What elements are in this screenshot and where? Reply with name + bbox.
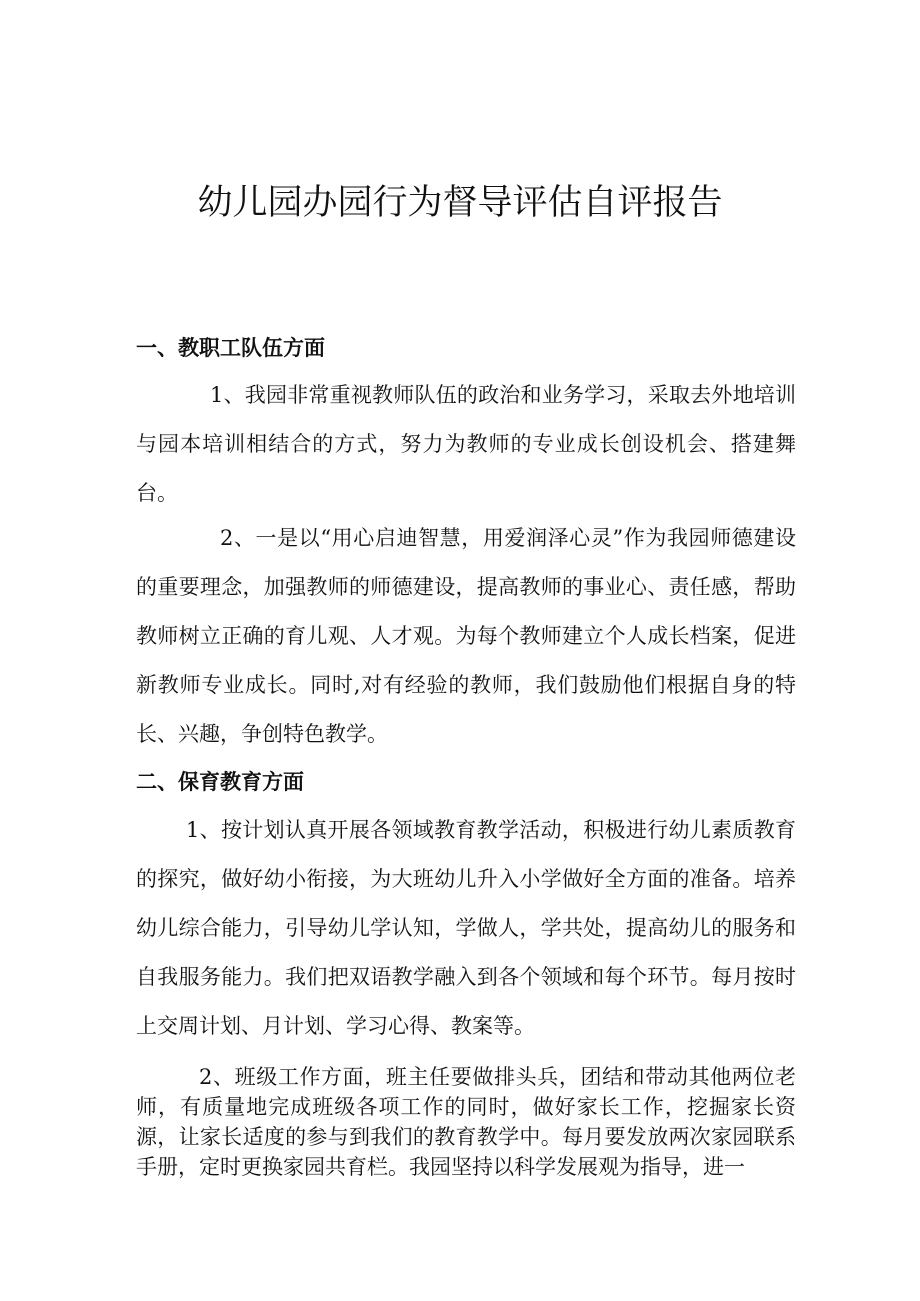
paragraph-staff-2: 2、一是以“用心启迪智慧，用爱润泽心灵”作为我园师德建设的重要理念，加强教师的师德建设，提高教师的事业心、责任感，帮助教师树立正确的育儿观、人才观。为每个教师建立个人成长档案，促进新教师专业成长。同时,对有经验的教师，我们鼓励他们根据自身的特长、兴趣，争创特色教学。 bbox=[136, 526, 796, 746]
document-title: 幼儿园办园行为督导评估自评报告 bbox=[197, 183, 723, 223]
paragraph-staff-1: 1、我园非常重视教师队伍的政治和业务学习，采取去外地培训与园本培训相结合的方式，努力为教师的专业成长创设机会、搭建舞台。 bbox=[136, 383, 796, 505]
section-heading-education: 二、保育教育方面 bbox=[136, 769, 304, 794]
paragraph-education-2: 2、班级工作方面，班主任要做排头兵，团结和带动其他两位老师，有质量地完成班级各项工作的同时，做好家长工作，挖掘家长资源，让家长适度的参与到我们的教育教学中。每月要发放两次家园联系手册，定时更换家园共育栏。我园坚持以科学发展观为指导，进一 bbox=[136, 1065, 796, 1179]
section-heading-staff: 一、教职工队伍方面 bbox=[136, 335, 325, 360]
paragraph-education-1: 1、按计划认真开展各领域教育教学活动，积极进行幼儿素质教育的探究，做好幼小衔接，为大班幼儿升入小学做好全方面的准备。培养幼儿综合能力，引导幼儿学认知，学做人，学共处，提高幼儿的服务和自我服务能力。我们把双语教学融入到各个领域和每个环节。每月按时上交周计划、月计划、学习心得、教案等。 bbox=[136, 818, 796, 1038]
